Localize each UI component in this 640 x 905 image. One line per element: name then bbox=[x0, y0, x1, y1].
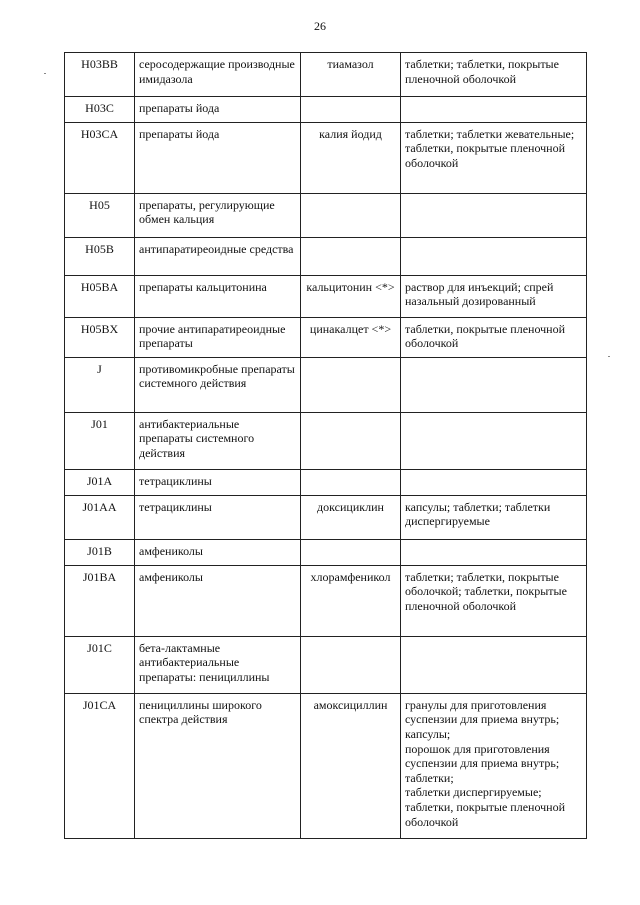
atc-code-cell: H05BX bbox=[65, 317, 135, 357]
dosage-form-cell: раствор для инъекций; спрей назальный дозированный bbox=[401, 275, 587, 317]
drug-name-cell: тиамазол bbox=[301, 53, 401, 97]
atc-code-cell: H03BB bbox=[65, 53, 135, 97]
page-number: 26 bbox=[314, 19, 326, 33]
group-name-cell: серосодержащие производные имидазола bbox=[135, 53, 301, 97]
dosage-form-cell bbox=[401, 539, 587, 565]
table-row bbox=[65, 539, 587, 565]
dosage-form-cell: таблетки; таблетки, покрытые оболочкой; таблетки, покрытые пленочной оболочкой bbox=[401, 565, 587, 636]
drug-name-cell bbox=[301, 412, 401, 469]
table-row bbox=[65, 317, 587, 357]
drug-name-cell bbox=[301, 237, 401, 275]
table-row bbox=[65, 193, 587, 237]
drug-name-cell bbox=[301, 193, 401, 237]
drug-name-cell: калия йодид bbox=[301, 122, 401, 193]
dosage-form-cell bbox=[401, 469, 587, 495]
drug-name-cell: цинакалцет <*> bbox=[301, 317, 401, 357]
table-row bbox=[65, 693, 587, 838]
dosage-form-cell: таблетки; таблетки жевательные; таблетки, покрытые пленочной оболочкой bbox=[401, 122, 587, 193]
table-row bbox=[65, 237, 587, 275]
atc-code-cell: J01AA bbox=[65, 495, 135, 539]
group-name-cell: бета-лактамные антибактериальные препараты: пенициллины bbox=[135, 636, 301, 693]
drug-name-cell bbox=[301, 469, 401, 495]
drug-name-cell bbox=[301, 636, 401, 693]
dosage-form-cell bbox=[401, 97, 587, 123]
atc-code-cell: H05 bbox=[65, 193, 135, 237]
group-name-cell: тетрациклины bbox=[135, 495, 301, 539]
atc-code-cell: J01CA bbox=[65, 693, 135, 838]
dosage-form-cell: таблетки, покрытые пленочной оболочкой bbox=[401, 317, 587, 357]
group-name-cell: противомикробные препараты системного действия bbox=[135, 357, 301, 412]
group-name-cell: тетрациклины bbox=[135, 469, 301, 495]
dosage-form-cell bbox=[401, 193, 587, 237]
atc-code-cell: J01 bbox=[65, 412, 135, 469]
group-name-cell: амфениколы bbox=[135, 539, 301, 565]
group-name-cell: препараты, регулирующие обмен кальция bbox=[135, 193, 301, 237]
drug-name-cell: хлорамфеникол bbox=[301, 565, 401, 636]
drug-table-body bbox=[65, 53, 587, 839]
drug-table bbox=[64, 52, 587, 839]
group-name-cell: антипаратиреоидные средства bbox=[135, 237, 301, 275]
atc-code-cell: H03C bbox=[65, 97, 135, 123]
atc-code-cell: H05BA bbox=[65, 275, 135, 317]
drug-name-cell: амоксициллин bbox=[301, 693, 401, 838]
group-name-cell: пенициллины широкого спектра действия bbox=[135, 693, 301, 838]
atc-code-cell: H05B bbox=[65, 237, 135, 275]
dosage-form-cell bbox=[401, 237, 587, 275]
drug-name-cell bbox=[301, 357, 401, 412]
table-row bbox=[65, 412, 587, 469]
dosage-form-cell: таблетки; таблетки, покрытые пленочной оболочкой bbox=[401, 53, 587, 97]
table-row bbox=[65, 275, 587, 317]
table-row bbox=[65, 469, 587, 495]
drug-name-cell bbox=[301, 97, 401, 123]
dosage-form-cell: капсулы; таблетки; таблетки диспергируемые bbox=[401, 495, 587, 539]
dosage-form-cell bbox=[401, 636, 587, 693]
table-row bbox=[65, 636, 587, 693]
dosage-form-cell bbox=[401, 412, 587, 469]
group-name-cell: амфениколы bbox=[135, 565, 301, 636]
table-row bbox=[65, 122, 587, 193]
atc-code-cell: J01B bbox=[65, 539, 135, 565]
dosage-form-cell: гранулы для приготовления суспензии для приема внутрь; капсулы; порошок для приготовления суспензии для приема внутрь; таблетки; таблетки диспергируемые; таблетки, покрытые пленочной оболочкой bbox=[401, 693, 587, 838]
drug-name-cell: кальцитонин <*> bbox=[301, 275, 401, 317]
atc-code-cell: J bbox=[65, 357, 135, 412]
group-name-cell: препараты кальцитонина bbox=[135, 275, 301, 317]
group-name-cell: прочие антипаратиреоидные препараты bbox=[135, 317, 301, 357]
table-row bbox=[65, 53, 587, 97]
drug-name-cell bbox=[301, 539, 401, 565]
table-row bbox=[65, 495, 587, 539]
atc-code-cell: J01C bbox=[65, 636, 135, 693]
group-name-cell: антибактериальные препараты системного действия bbox=[135, 412, 301, 469]
group-name-cell: препараты йода bbox=[135, 97, 301, 123]
atc-code-cell: J01A bbox=[65, 469, 135, 495]
group-name-cell: препараты йода bbox=[135, 122, 301, 193]
atc-code-cell: J01BA bbox=[65, 565, 135, 636]
scan-speck bbox=[44, 73, 46, 74]
dosage-form-cell bbox=[401, 357, 587, 412]
scan-speck bbox=[608, 356, 610, 357]
table-row bbox=[65, 97, 587, 123]
atc-code-cell: H03CA bbox=[65, 122, 135, 193]
table-row bbox=[65, 565, 587, 636]
table-row bbox=[65, 357, 587, 412]
drug-name-cell: доксициклин bbox=[301, 495, 401, 539]
